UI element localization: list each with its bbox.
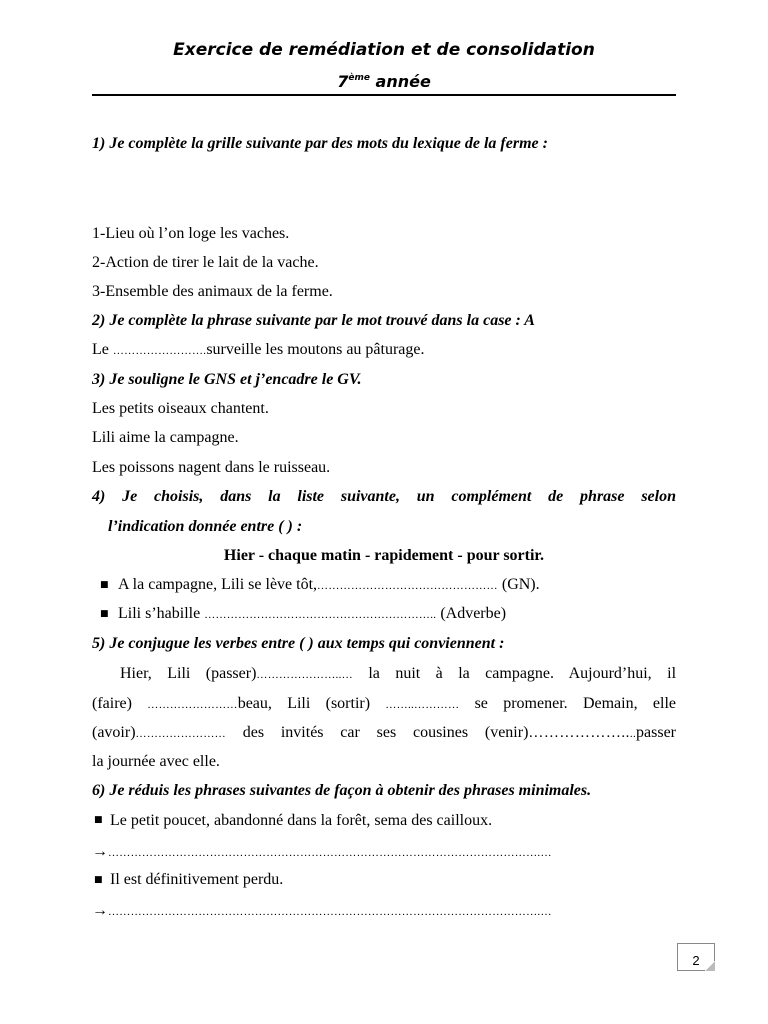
ex3-instruction: 3) Je souligne le GNS et j’encadre le GV. — [92, 371, 362, 388]
arrow-right-icon: → — [92, 902, 108, 919]
ex4-item1-blank: ………………………………………… — [317, 580, 498, 592]
ex2-after: surveille les moutons au pâturage. — [206, 341, 425, 358]
page-curl-icon — [705, 961, 715, 971]
ex6-instruction: 6) Je réduis les phrases suivantes de façon à obtenir des phrases minimales. — [92, 782, 592, 799]
header-rule — [92, 94, 676, 96]
ex5-blank-4: …………………… — [135, 728, 226, 740]
page-title: Exercice de remédiation et de consolidation — [173, 40, 595, 60]
ex1-definition-1: 1-Lieu où l’on loge les vaches. — [92, 225, 290, 242]
ex5-l2c: se promener. Demain, elle — [474, 695, 676, 712]
ex5-paragraph-line1 — [120, 664, 676, 685]
ex5-paragraph-line2 — [92, 694, 676, 715]
ex4-item-1 — [118, 575, 676, 596]
arrow-right-icon: → — [92, 843, 108, 860]
ex4-item1-tag: (GN). — [501, 576, 540, 593]
ex5-l3c: passer — [636, 724, 676, 741]
ex2-blank: ……………………. — [112, 345, 207, 357]
ex5-l1a: Hier, Lili (passer) — [120, 665, 257, 682]
grade-number: 7 — [337, 72, 349, 91]
grade-superscript: ème — [348, 73, 370, 83]
ex2-instruction: 2) Je complète la phrase suivante par le mot trouvé dans la case : A — [92, 312, 535, 329]
ex5-blank-3: ……..………… — [385, 699, 460, 711]
square-bullet-icon: ■ — [100, 609, 109, 619]
ex4-item2-text: Lili s’habille — [118, 605, 205, 622]
ex5-l2b: beau, Lili (sortir) — [237, 695, 386, 712]
ex4-item-2 — [118, 604, 676, 625]
ex4-item2-tag: (Adverbe) — [440, 605, 507, 622]
page-number — [677, 943, 715, 971]
ex6-answer-2-blank: …………………………………………………………………………………………………….… — [108, 906, 552, 918]
ex6-sentence-2: Il est définitivement perdu. — [110, 871, 284, 888]
ex5-blank-2: …………………… — [147, 699, 238, 711]
ex4-item2-blank: …………………………………………………….. — [204, 609, 437, 621]
ex5-l1b: la nuit à la campagne. Aujourd’hui, il — [368, 665, 677, 682]
ex5-paragraph-line3 — [92, 723, 676, 744]
ex3-sentence-2: Lili aime la campagne. — [92, 429, 239, 446]
ex5-l3a: (avoir) — [92, 724, 136, 741]
ex1-instruction: 1) Je complète la grille suivante par des mots du lexique de la ferme : — [92, 135, 548, 152]
ex6-answer-1 — [92, 842, 676, 863]
ex5-l2a: (faire) — [92, 695, 148, 712]
ex2-before: Le — [92, 341, 113, 358]
ex4-instruction-line2: l’indication donnée entre ( ) : — [108, 518, 303, 535]
square-bullet-icon: ■ — [100, 580, 109, 590]
ex5-l3b: des invités car ses cousines (venir) — [242, 724, 529, 741]
ex4-word-list: Hier - chaque matin - rapidement - pour sortir. — [223, 547, 545, 564]
ex6-sentence-1: Le petit poucet, abandonné dans la forêt, sema des cailloux. — [110, 812, 493, 829]
ex5-instruction: 5) Je conjugue les verbes entre ( ) aux temps qui conviennent : — [92, 635, 505, 652]
ex5-blank-1: …………………..… — [256, 669, 353, 681]
square-bullet-icon: ■ — [94, 815, 103, 825]
ex1-definition-2: 2-Action de tirer le lait de la vache. — [92, 254, 319, 271]
grade-subtitle — [0, 72, 768, 91]
ex6-answer-2 — [92, 901, 676, 922]
ex2-sentence — [92, 340, 676, 361]
square-bullet-icon: ■ — [94, 875, 103, 885]
ex3-sentence-3: Les poissons nagent dans le ruisseau. — [92, 459, 331, 476]
ex4-instruction-line1: 4) Je choisis, dans la liste suivante, un complément de phrase selon — [92, 488, 676, 505]
grade-word: année — [375, 72, 431, 91]
ex5-blank-5-tail: .. — [629, 728, 637, 740]
ex4-item1-text: A la campagne, Lili se lève tôt, — [118, 576, 318, 593]
ex1-definition-3: 3-Ensemble des animaux de la ferme. — [92, 283, 333, 300]
ex6-answer-1-blank: …………………………………………………………………………………………………….… — [108, 847, 552, 859]
page-number-label: 2 — [692, 953, 700, 968]
ex5-blank-5: ……………….. — [528, 725, 630, 741]
ex3-sentence-1: Les petits oiseaux chantent. — [92, 400, 269, 417]
ex5-paragraph-line4: la journée avec elle. — [92, 753, 220, 770]
